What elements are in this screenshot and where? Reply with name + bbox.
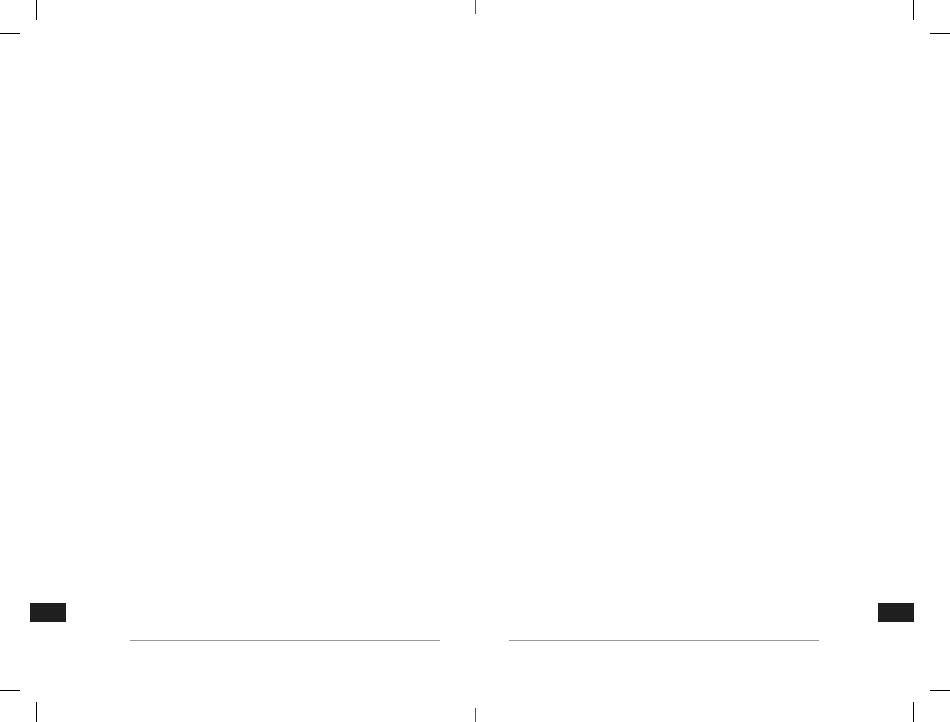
language-tab [878,603,914,622]
language-tab [30,603,66,622]
footer-rule [130,640,440,641]
right-page [475,0,950,722]
footer-rule [509,640,819,641]
